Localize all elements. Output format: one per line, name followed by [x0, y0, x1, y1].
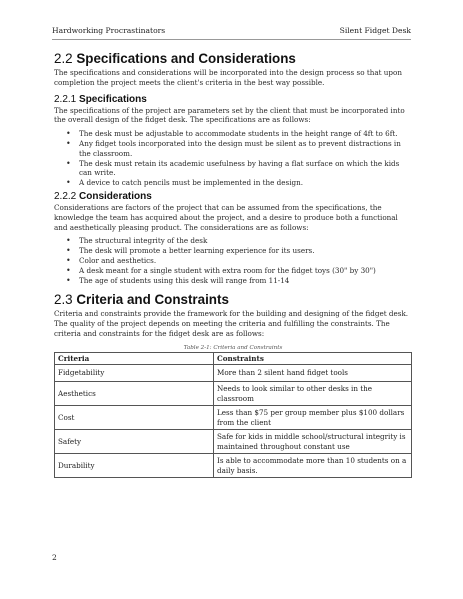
constraint-cell: More than 2 silent hand fidget tools — [214, 365, 412, 382]
column-header-constraints: Constraints — [214, 352, 412, 364]
column-header-criteria: Criteria — [55, 352, 214, 364]
header-right-text: Silent Fidget Desk — [339, 26, 411, 35]
criteria-cell: Fidgetability — [55, 365, 214, 382]
criteria-constraints-table — [54, 352, 412, 478]
section-2-2-2-intro: Considerations are factors of the project that can be assumed from the specifications, the knowledge the team has acquired about the project, and a desire to produce both a functional and aesthetically pleasing product. The considerations are as follows: — [54, 202, 398, 232]
list-item: • Color and aesthetics. — [66, 256, 412, 266]
section-2-3-heading — [54, 292, 412, 308]
section-title: Specifications and Considerations — [76, 51, 296, 66]
considerations-list — [66, 236, 412, 285]
section-2-2-1-heading — [54, 94, 412, 106]
section-number: 2.2.1 — [54, 93, 77, 105]
criteria-cell: Aesthetics — [55, 382, 214, 406]
criteria-cell: Safety — [55, 430, 214, 454]
section-2-2-1-intro: The specifications of the project are parameters set by the client that must be incorporated into the overall design of the fidget desk. The specifications are as follows: — [54, 105, 405, 125]
section-title: Specifications — [79, 93, 147, 105]
constraint-cell: Less than $75 per group member plus $100 dollars from the client — [214, 406, 412, 430]
page-number: 2 — [52, 553, 57, 562]
table-row — [55, 454, 412, 478]
constraint-cell: Is able to accommodate more than 10 students on a daily basis. — [214, 454, 412, 478]
section-title: Considerations — [79, 190, 152, 202]
header-rule — [52, 39, 411, 40]
list-item: • A device to catch pencils must be implemented in the design. — [66, 178, 412, 188]
section-title: Criteria and Constraints — [76, 292, 229, 308]
criteria-cell: Cost — [55, 406, 214, 430]
table-caption: Table 2-1: Criteria and Constraints — [183, 344, 283, 351]
list-item: • The desk will promote a better learning experience for its users. — [66, 246, 412, 256]
table-row — [55, 406, 412, 430]
constraint-cell: Safe for kids in middle school/structural integrity is maintained throughout constant use — [214, 430, 412, 454]
criteria-cell: Durability — [55, 454, 214, 478]
section-2-2-intro: The specifications and considerations will be incorporated into the design process so that upon completion the project meets the client's criteria in the best way possible. — [54, 68, 402, 87]
section-2-2-heading — [54, 51, 412, 67]
section-number: 2.2 — [54, 51, 73, 66]
section-2-2-2-heading — [54, 191, 412, 203]
page-header — [52, 26, 411, 35]
specifications-list — [66, 129, 412, 188]
header-left-text: Hardworking Procrastinators — [52, 26, 166, 35]
section-2-3-intro: Criteria and constraints provide the framework for the building and designing of the fidget desk. The quality of the project depends on meeting the criteria and fulfilling the constraints. The criteria and constraints for the fidget desk are as follows: — [54, 309, 409, 338]
list-item: • The age of students using this desk will range from 11-14 — [66, 276, 412, 286]
table-row — [55, 382, 412, 406]
section-number: 2.3 — [54, 292, 73, 308]
list-item: • The desk must be adjustable to accommodate students in the height range of 4ft to 6ft. — [66, 129, 412, 139]
table-row — [55, 365, 412, 382]
table-row — [55, 430, 412, 454]
list-item: • The desk must retain its academic usefulness by having a flat surface on which the kids can write. — [66, 159, 412, 179]
page-content — [54, 51, 412, 478]
table-header-row — [55, 352, 412, 364]
constraint-cell: Needs to look similar to other desks in the classroom — [214, 382, 412, 406]
section-number: 2.2.2 — [54, 190, 77, 202]
list-item: • Any fidget tools incorporated into the design must be silent as to prevent distractions in the classroom. — [66, 139, 412, 159]
list-item: • The structural integrity of the desk — [66, 236, 412, 246]
list-item: • A desk meant for a single student with extra room for the fidget toys (30" by 30") — [66, 266, 412, 276]
